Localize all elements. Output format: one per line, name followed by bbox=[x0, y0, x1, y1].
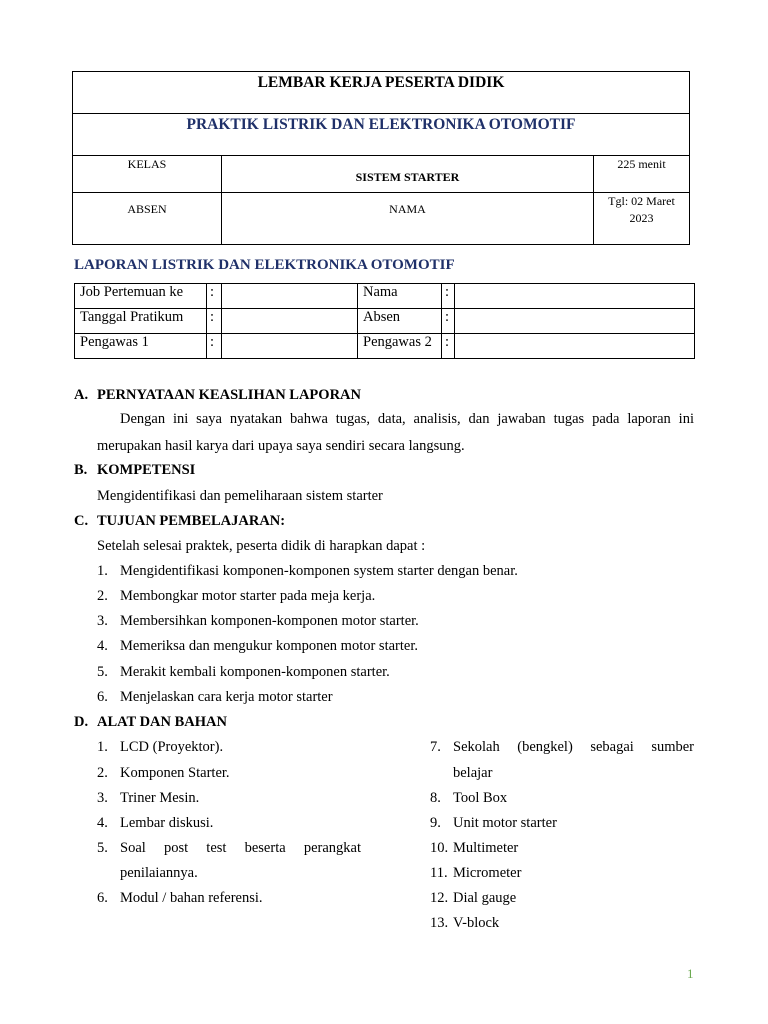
table-row bbox=[75, 309, 695, 334]
list-number: 5. bbox=[97, 664, 108, 680]
list-number: 12. bbox=[430, 890, 449, 906]
section-title: KOMPETENSI bbox=[97, 462, 196, 478]
row-label: Job Pertemuan ke bbox=[75, 284, 207, 309]
list-item-continuation: belajar bbox=[453, 765, 493, 781]
list-number: 6. bbox=[97, 890, 108, 906]
section-title: TUJUAN PEMBELAJARAN: bbox=[97, 513, 286, 529]
topic-label: SISTEM STARTER bbox=[222, 156, 594, 193]
list-item: Sekolah (bengkel) sebagai sumber bbox=[453, 739, 694, 755]
list-item-continuation: penilaiannya. bbox=[120, 865, 198, 881]
list-item: Triner Mesin. bbox=[120, 790, 200, 806]
list-item: Menjelaskan cara kerja motor starter bbox=[120, 689, 333, 705]
section-letter: A. bbox=[74, 387, 89, 403]
list-number: 13. bbox=[430, 915, 449, 931]
table-row bbox=[75, 334, 695, 359]
list-item: Micrometer bbox=[453, 865, 522, 881]
date-label: Tgl: 02 Maret 2023 bbox=[594, 193, 690, 245]
list-item: Dial gauge bbox=[453, 890, 517, 906]
list-number: 1. bbox=[97, 563, 108, 579]
list-item: V-block bbox=[453, 915, 500, 931]
section-letter: B. bbox=[74, 462, 88, 478]
list-item: Komponen Starter. bbox=[120, 765, 230, 781]
value-field[interactable] bbox=[222, 309, 358, 334]
table-row bbox=[75, 284, 695, 309]
list-number: 7. bbox=[430, 739, 441, 755]
worksheet-subtitle: PRAKTIK LISTRIK DAN ELEKTRONIKA OTOMOTIF bbox=[73, 114, 690, 156]
list-number: 3. bbox=[97, 613, 108, 629]
section-text: Mengidentifikasi dan pemeliharaan sistem starter bbox=[97, 488, 383, 504]
list-item: Membongkar motor starter pada meja kerja. bbox=[120, 588, 376, 604]
list-number: 9. bbox=[430, 815, 441, 831]
list-item: Merakit kembali komponen-komponen starter. bbox=[120, 664, 390, 680]
list-item: LCD (Proyektor). bbox=[120, 739, 224, 755]
list-number: 4. bbox=[97, 815, 108, 831]
list-item: Soal post test beserta perangkat bbox=[120, 840, 361, 856]
list-number: 4. bbox=[97, 638, 108, 654]
list-item: Modul / bahan referensi. bbox=[120, 890, 263, 906]
row-label: Nama bbox=[358, 284, 442, 309]
paragraph-line: merupakan hasil karya dari upaya saya sendiri secara langsung. bbox=[97, 438, 465, 454]
page-number: 1 bbox=[687, 966, 694, 981]
list-number: 2. bbox=[97, 588, 108, 604]
list-item: Tool Box bbox=[453, 790, 508, 806]
list-number: 10. bbox=[430, 840, 449, 856]
row-label: Tanggal Pratikum bbox=[75, 309, 207, 334]
section-letter: D. bbox=[74, 714, 89, 730]
colon: : bbox=[442, 284, 455, 309]
row-label: Absen bbox=[358, 309, 442, 334]
list-item: Memeriksa dan mengukur komponen motor starter. bbox=[120, 638, 418, 654]
list-item: Lembar diskusi. bbox=[120, 815, 214, 831]
report-heading: LAPORAN LISTRIK DAN ELEKTRONIKA OTOMOTIF bbox=[74, 257, 455, 273]
value-field[interactable] bbox=[222, 334, 358, 359]
section-title: ALAT DAN BAHAN bbox=[97, 714, 227, 730]
nama-label: NAMA bbox=[222, 193, 594, 245]
colon: : bbox=[442, 309, 455, 334]
list-number: 8. bbox=[430, 790, 441, 806]
section-intro: Setelah selesai praktek, peserta didik di harapkan dapat : bbox=[97, 538, 426, 554]
list-number: 2. bbox=[97, 765, 108, 781]
list-number: 5. bbox=[97, 840, 108, 856]
section-letter: C. bbox=[74, 513, 89, 529]
colon: : bbox=[207, 334, 222, 359]
list-item: Multimeter bbox=[453, 840, 519, 856]
colon: : bbox=[442, 334, 455, 359]
list-number: 11. bbox=[430, 865, 448, 881]
list-number: 1. bbox=[97, 739, 108, 755]
list-number: 3. bbox=[97, 790, 108, 806]
kelas-label: KELAS bbox=[73, 156, 222, 193]
value-field[interactable] bbox=[455, 334, 695, 359]
report-info-table bbox=[74, 283, 695, 359]
list-item: Mengidentifikasi komponen-komponen system starter dengan benar. bbox=[120, 563, 518, 579]
list-item: Membersihkan komponen-komponen motor starter. bbox=[120, 613, 419, 629]
duration-label: 225 menit bbox=[594, 156, 690, 193]
worksheet-title: LEMBAR KERJA PESERTA DIDIK bbox=[73, 72, 690, 114]
colon: : bbox=[207, 284, 222, 309]
worksheet-header-table bbox=[72, 71, 690, 245]
section-title: PERNYATAAN KEASLIHAN LAPORAN bbox=[97, 387, 361, 403]
row-label: Pengawas 1 bbox=[75, 334, 207, 359]
paragraph-line: Dengan ini saya nyatakan bahwa tugas, data, analisis, dan jawaban tugas pada laporan ini bbox=[120, 411, 694, 427]
list-number: 6. bbox=[97, 689, 108, 705]
value-field[interactable] bbox=[222, 284, 358, 309]
row-label: Pengawas 2 bbox=[358, 334, 442, 359]
colon: : bbox=[207, 309, 222, 334]
value-field[interactable] bbox=[455, 284, 695, 309]
absen-label: ABSEN bbox=[73, 193, 222, 245]
value-field[interactable] bbox=[455, 309, 695, 334]
list-item: Unit motor starter bbox=[453, 815, 557, 831]
